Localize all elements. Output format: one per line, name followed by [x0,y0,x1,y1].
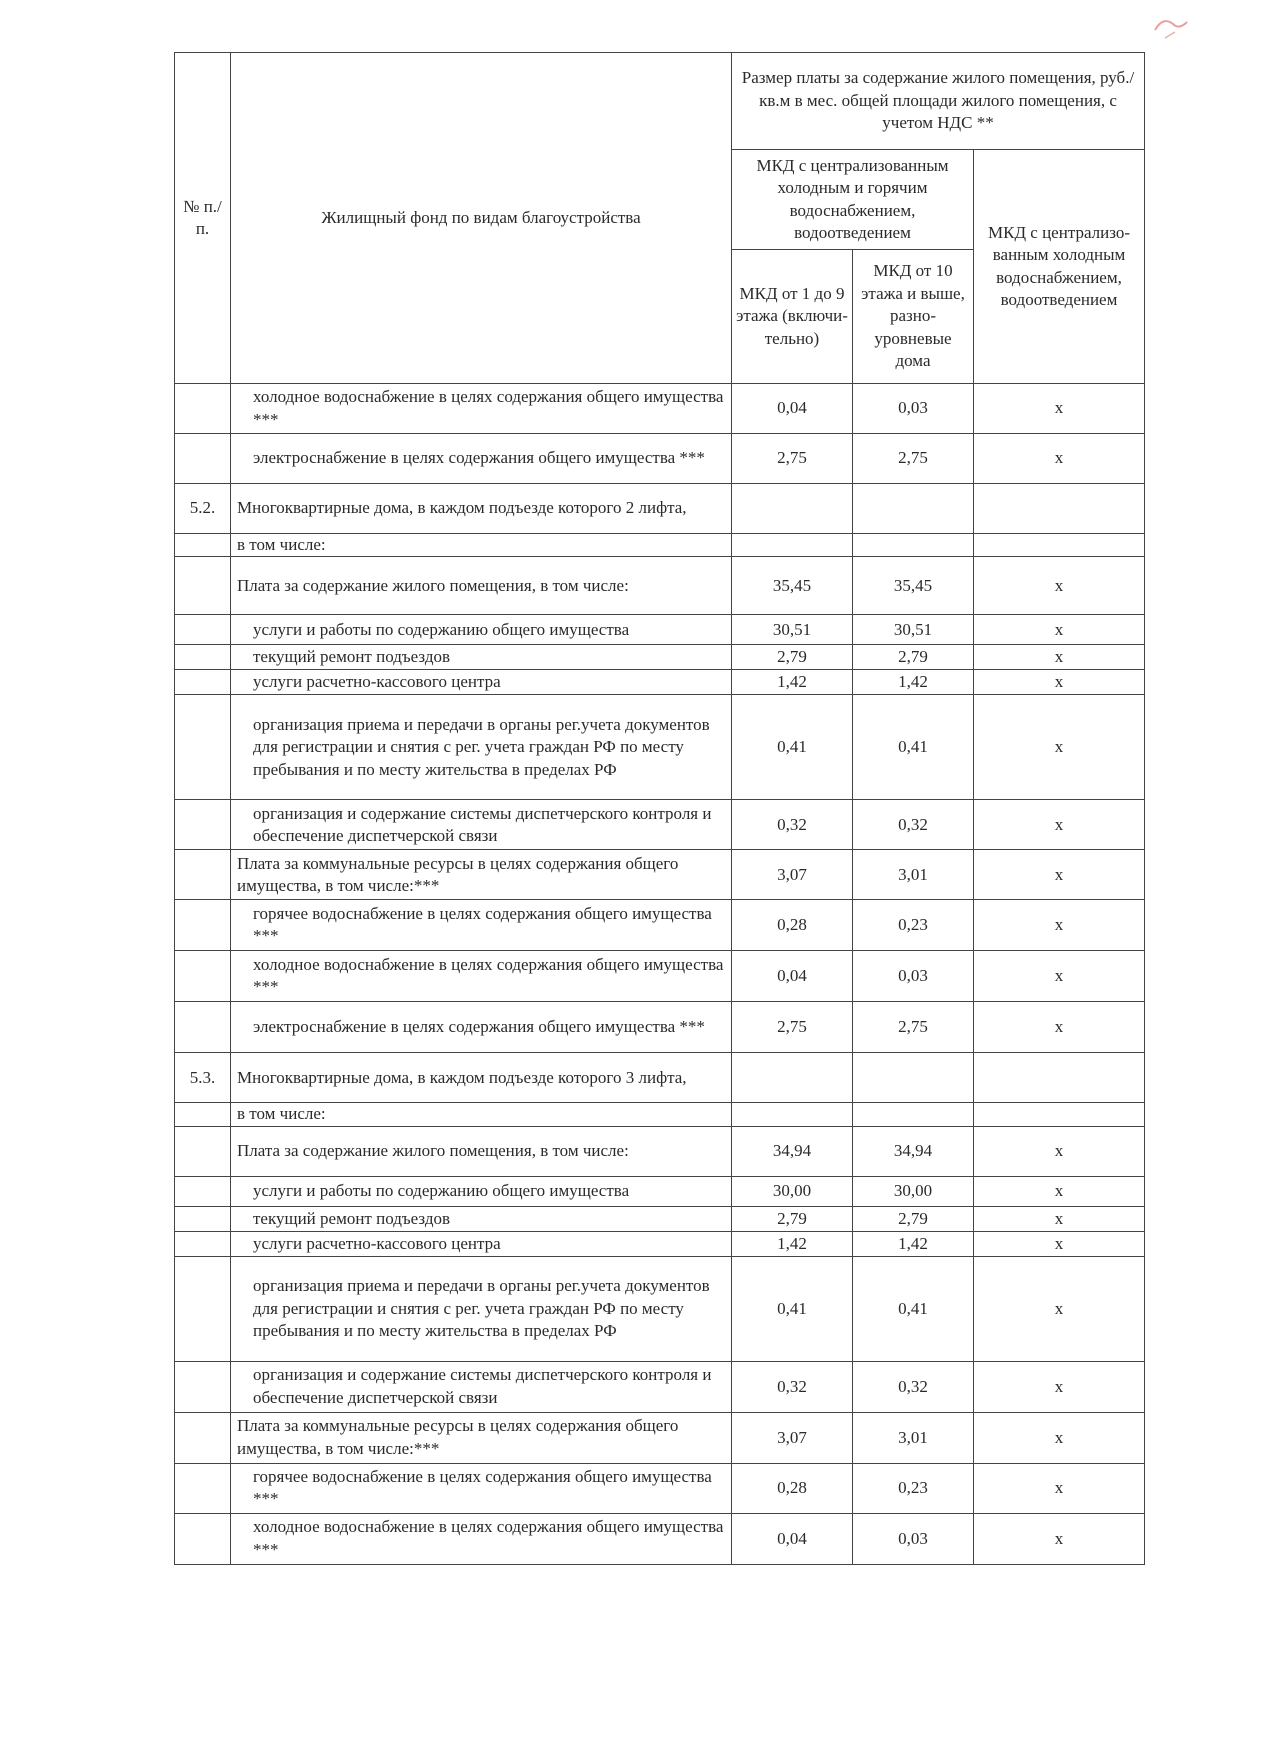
table-row [175,900,1145,951]
table-row [175,1053,1145,1103]
value-low-rise: 30,51 [732,615,853,645]
value-high-rise [853,1103,974,1126]
table-row [175,484,1145,534]
table-row [175,1231,1145,1256]
table-row [175,434,1145,484]
row-num [175,1256,231,1361]
row-label: организация приема и передачи в органы рег.учета документов для регистрации и снятия с рег. учета граждан РФ по месту пребывания и по месту жительства в пределах РФ [231,1256,732,1361]
value-high-rise: 0,41 [853,695,974,800]
row-label: в том числе: [231,1103,732,1126]
value-cold-only [974,534,1145,557]
header-cold-only: МКД с централизо-ванным холодным водоснабжением, водоотведением [974,150,1145,384]
table-row [175,1513,1145,1564]
value-high-rise: 30,51 [853,615,974,645]
row-label: услуги и работы по содержанию общего имущества [231,1176,732,1206]
table-row [175,670,1145,695]
value-high-rise: 2,79 [853,1206,974,1231]
table-row [175,850,1145,900]
value-low-rise: 0,28 [732,1463,853,1513]
value-cold-only: х [974,1513,1145,1564]
value-low-rise: 0,04 [732,1513,853,1564]
row-label: Многоквартирные дома, в каждом подъезде которого 3 лифта, [231,1053,732,1103]
value-high-rise: 3,01 [853,850,974,900]
value-cold-only: х [974,1002,1145,1053]
row-label: горячее водоснабжение в целях содержания общего имущества *** [231,1463,732,1513]
value-high-rise: 0,23 [853,1463,974,1513]
table-row [175,1463,1145,1513]
row-label: холодное водоснабжение в целях содержания общего имущества *** [231,384,732,434]
value-low-rise: 0,32 [732,800,853,850]
table-body [175,384,1145,1565]
value-low-rise [732,484,853,534]
value-cold-only: х [974,1463,1145,1513]
row-label: Плата за коммунальные ресурсы в целях содержания общего имущества, в том числе:*** [231,850,732,900]
row-num [175,1126,231,1176]
value-cold-only: х [974,1361,1145,1412]
row-label: услуги расчетно-кассового центра [231,670,732,695]
row-num [175,951,231,1002]
row-num [175,1231,231,1256]
table-row [175,695,1145,800]
table-row [175,1002,1145,1053]
row-label: Плата за содержание жилого помещения, в том числе: [231,1126,732,1176]
value-low-rise: 2,75 [732,434,853,484]
value-low-rise: 35,45 [732,557,853,615]
value-high-rise [853,1053,974,1103]
value-low-rise: 0,04 [732,384,853,434]
value-high-rise: 1,42 [853,1231,974,1256]
row-label: электроснабжение в целях содержания общего имущества *** [231,434,732,484]
row-label: организация и содержание системы диспетчерского контроля и обеспечение диспетчерской связи [231,800,732,850]
value-high-rise: 3,01 [853,1412,974,1463]
value-cold-only: х [974,645,1145,670]
row-num: 5.2. [175,484,231,534]
header-high-rise: МКД от 10 этажа и выше, разно-уровневые дома [853,250,974,384]
row-label: холодное водоснабжение в целях содержания общего имущества *** [231,951,732,1002]
row-num [175,1206,231,1231]
table-row [175,951,1145,1002]
value-cold-only: х [974,951,1145,1002]
value-low-rise [732,1053,853,1103]
value-high-rise: 0,03 [853,1513,974,1564]
row-label: услуги расчетно-кассового центра [231,1231,732,1256]
value-high-rise: 1,42 [853,670,974,695]
row-num: 5.3. [175,1053,231,1103]
value-low-rise: 1,42 [732,1231,853,1256]
value-low-rise: 0,28 [732,900,853,951]
value-high-rise: 0,23 [853,900,974,951]
value-cold-only: х [974,1176,1145,1206]
value-cold-only: х [974,1412,1145,1463]
header-rate: Размер платы за содержание жилого помещения, руб./кв.м в мес. общей площади жилого помещения, с учетом НДС ** [732,53,1145,150]
row-num [175,434,231,484]
value-low-rise: 34,94 [732,1126,853,1176]
value-low-rise: 0,04 [732,951,853,1002]
table-row [175,557,1145,615]
value-cold-only: х [974,695,1145,800]
row-num [175,900,231,951]
value-high-rise: 2,75 [853,1002,974,1053]
table-row [175,1126,1145,1176]
row-label: горячее водоснабжение в целях содержания общего имущества *** [231,900,732,951]
row-num [175,1513,231,1564]
row-label: Плата за содержание жилого помещения, в том числе: [231,557,732,615]
table-row [175,384,1145,434]
table-row [175,1256,1145,1361]
row-label: текущий ремонт подъездов [231,1206,732,1231]
row-num [175,800,231,850]
value-cold-only: х [974,800,1145,850]
value-low-rise: 0,41 [732,695,853,800]
row-label: организация приема и передачи в органы рег.учета документов для регистрации и снятия с рег. учета граждан РФ по месту пребывания и по месту жительства в пределах РФ [231,695,732,800]
table-row [175,534,1145,557]
header-num: № п./п. [175,53,231,384]
value-high-rise: 2,75 [853,434,974,484]
value-high-rise: 35,45 [853,557,974,615]
table-row [175,1412,1145,1463]
row-num [175,1103,231,1126]
row-label: услуги и работы по содержанию общего имущества [231,615,732,645]
value-cold-only: х [974,1256,1145,1361]
value-high-rise: 2,79 [853,645,974,670]
table-row [175,1206,1145,1231]
table-row [175,1103,1145,1126]
row-num [175,557,231,615]
row-label: холодное водоснабжение в целях содержания общего имущества *** [231,1513,732,1564]
value-high-rise: 30,00 [853,1176,974,1206]
value-low-rise: 1,42 [732,670,853,695]
value-low-rise: 2,75 [732,1002,853,1053]
value-high-rise: 0,32 [853,1361,974,1412]
value-cold-only: х [974,1231,1145,1256]
value-cold-only: х [974,557,1145,615]
value-cold-only: х [974,434,1145,484]
row-num [175,384,231,434]
row-num [175,534,231,557]
row-num [175,1412,231,1463]
tariff-table [174,52,1145,1565]
table-row [175,645,1145,670]
value-high-rise: 0,32 [853,800,974,850]
stamp-mark-icon [1145,8,1205,48]
value-cold-only [974,1103,1145,1126]
value-low-rise: 3,07 [732,1412,853,1463]
table-header [175,53,1145,384]
value-cold-only: х [974,1206,1145,1231]
table-row [175,1361,1145,1412]
row-label: электроснабжение в целях содержания общего имущества *** [231,1002,732,1053]
row-num [175,670,231,695]
value-high-rise: 0,03 [853,384,974,434]
value-cold-only: х [974,384,1145,434]
row-num [175,615,231,645]
row-num [175,695,231,800]
header-low-rise: МКД от 1 до 9 этажа (включи-тельно) [732,250,853,384]
row-label: Многоквартирные дома, в каждом подъезде которого 2 лифта, [231,484,732,534]
row-label: Плата за коммунальные ресурсы в целях содержания общего имущества, в том числе:*** [231,1412,732,1463]
value-cold-only: х [974,850,1145,900]
value-high-rise: 0,03 [853,951,974,1002]
table-row [175,800,1145,850]
value-low-rise: 30,00 [732,1176,853,1206]
row-num [175,1463,231,1513]
value-low-rise: 3,07 [732,850,853,900]
value-low-rise: 0,32 [732,1361,853,1412]
row-label: организация и содержание системы диспетчерского контроля и обеспечение диспетчерской связи [231,1361,732,1412]
value-high-rise [853,534,974,557]
value-low-rise [732,1103,853,1126]
value-high-rise: 0,41 [853,1256,974,1361]
value-low-rise: 2,79 [732,645,853,670]
value-cold-only: х [974,615,1145,645]
row-label: текущий ремонт подъездов [231,645,732,670]
row-num [175,850,231,900]
row-num [175,1002,231,1053]
row-num [175,1361,231,1412]
value-cold-only: х [974,900,1145,951]
row-num [175,1176,231,1206]
value-cold-only: х [974,1126,1145,1176]
value-low-rise [732,534,853,557]
value-cold-only: х [974,670,1145,695]
value-cold-only [974,484,1145,534]
row-num [175,645,231,670]
table-row [175,615,1145,645]
header-hot-cold-group: МКД с централизованным холодным и горячим водоснабжением, водоотведением [732,150,974,250]
table-row [175,1176,1145,1206]
value-high-rise [853,484,974,534]
header-fund-type: Жилищный фонд по видам благоустройства [231,53,732,384]
value-low-rise: 0,41 [732,1256,853,1361]
value-high-rise: 34,94 [853,1126,974,1176]
row-label: в том числе: [231,534,732,557]
value-cold-only [974,1053,1145,1103]
value-low-rise: 2,79 [732,1206,853,1231]
